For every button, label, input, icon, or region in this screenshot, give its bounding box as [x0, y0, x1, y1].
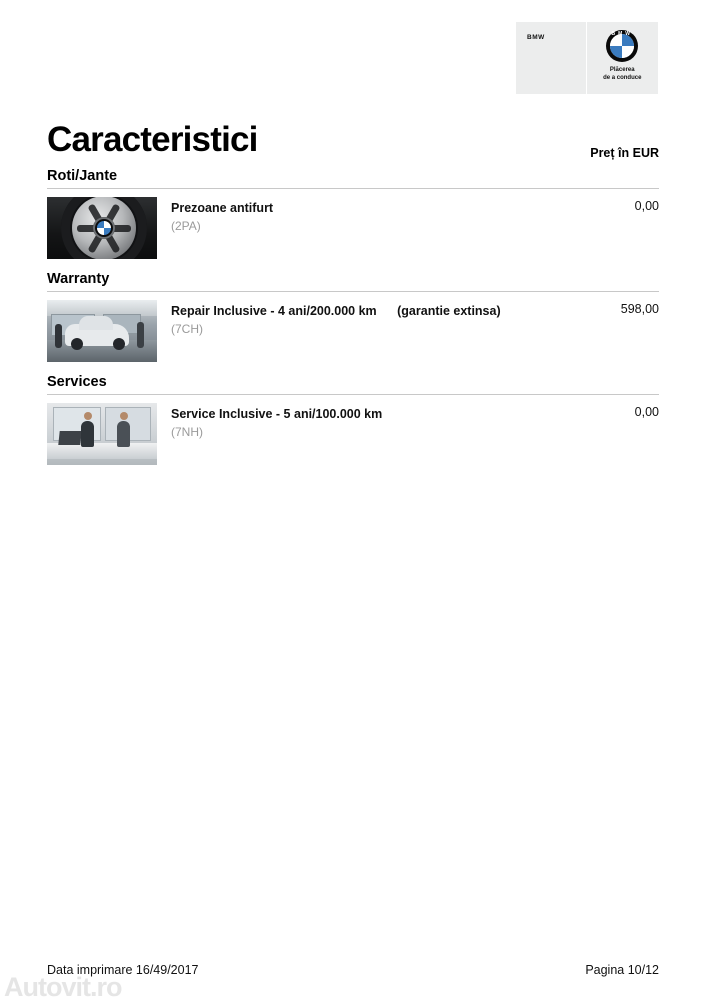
brand-wordmark-box [516, 22, 586, 94]
list-item [47, 195, 659, 271]
item-name: Prezoane antifurt [171, 201, 274, 215]
person-shape [137, 322, 144, 348]
brand-slogan [603, 66, 641, 82]
item-code: (7NH) [171, 425, 203, 439]
car-wheel-shape [71, 338, 83, 350]
section-title: Warranty [47, 271, 110, 287]
section-services [47, 374, 659, 477]
item-price: 598,00 [620, 302, 659, 316]
office-consultation-photo [47, 403, 157, 465]
brand-slogan-line-2: de a conduce [603, 75, 642, 81]
section-title: Services [47, 374, 107, 390]
wheel-hub-badge-icon [93, 217, 115, 239]
page-number: Pagina 10/12 [585, 963, 659, 977]
roundel-quadrant-4 [622, 46, 634, 58]
brand-wordmark-text: BMW [527, 34, 545, 41]
item-name: Service Inclusive - 5 ani/100.000 km [171, 407, 383, 421]
roundel-quadrant-3 [610, 46, 622, 58]
section-title: Roti/Jante [47, 168, 118, 184]
bmw-roundel-inner [610, 34, 634, 58]
alloy-wheel-photo [47, 197, 157, 259]
item-text [171, 403, 569, 440]
item-name: Repair Inclusive - 4 ani/200.000 km [171, 304, 377, 318]
person-shape [117, 421, 130, 447]
list-item [47, 401, 659, 477]
desk-shape [47, 443, 157, 459]
person-shape [55, 324, 62, 348]
item-code: (2PA) [171, 219, 201, 233]
service-workshop-photo [47, 300, 157, 362]
item-price: 0,00 [634, 405, 659, 419]
brand-header [516, 22, 658, 94]
print-date: Data imprimare 16/49/2017 [47, 963, 199, 977]
car-wheel-shape [113, 338, 125, 350]
section-divider [47, 394, 659, 395]
laptop-shape [58, 431, 81, 445]
page-title: Caracteristici [47, 120, 258, 159]
person-shape [81, 421, 94, 447]
brand-logo-box [587, 22, 659, 94]
brand-slogan-line-1: Plăcerea [609, 67, 635, 73]
item-note: (garantie extinsa) [397, 304, 501, 318]
roundel-letters: BMW [611, 31, 633, 37]
price-column-header: Preț în EUR [590, 146, 659, 160]
section-roti-jante [47, 168, 659, 271]
features-list [47, 168, 659, 477]
section-warranty [47, 271, 659, 374]
item-text [171, 300, 569, 337]
item-text [171, 197, 569, 234]
item-price: 0,00 [634, 199, 659, 213]
watermark: Autovit.ro [4, 972, 122, 1002]
section-divider [47, 291, 659, 292]
section-divider [47, 188, 659, 189]
bmw-roundel-icon [606, 30, 638, 62]
item-code: (7CH) [171, 322, 203, 336]
list-item [47, 298, 659, 374]
